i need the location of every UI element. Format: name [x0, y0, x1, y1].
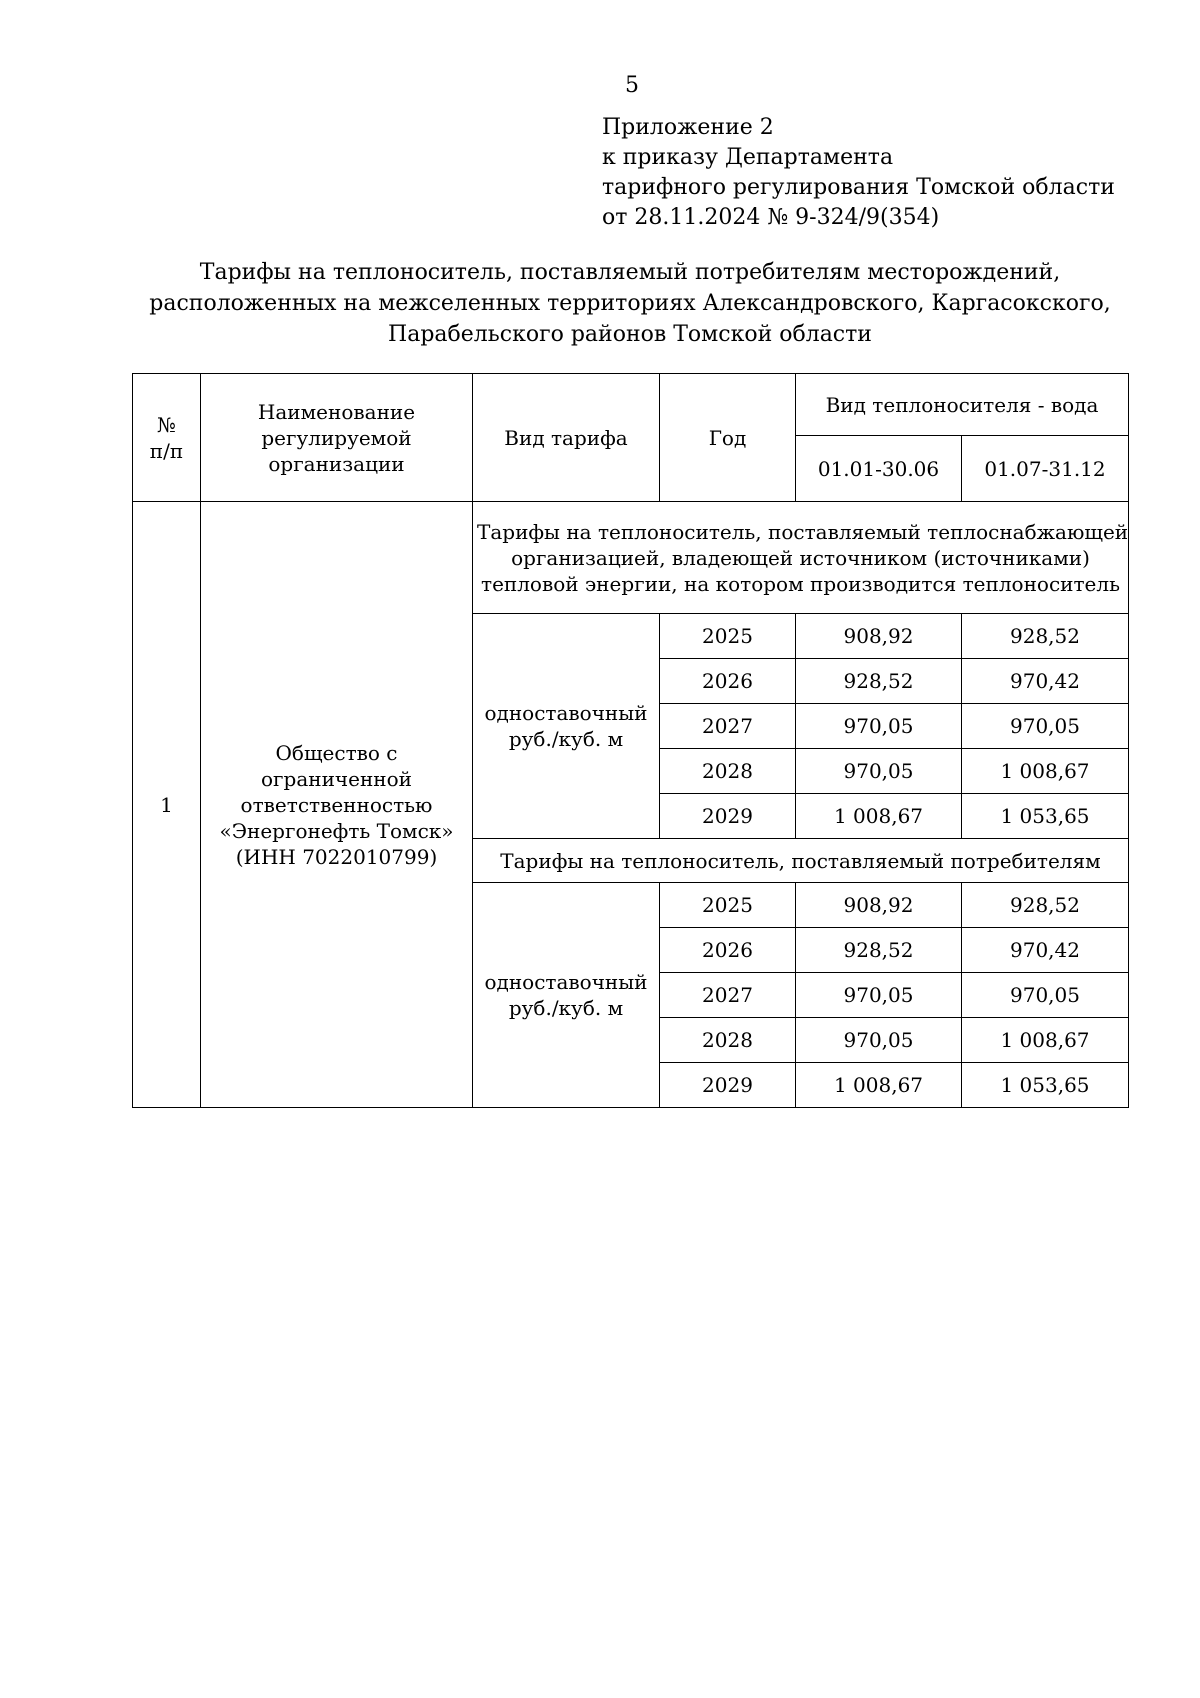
header-number: [133, 374, 201, 502]
document-title: [130, 257, 1130, 350]
value-cell: 970,42: [962, 659, 1129, 704]
year-cell: 2026: [660, 928, 796, 973]
section-title-line: тепловой энергии, на котором производится теплоноситель: [481, 571, 1120, 596]
appendix-line: к приказу Департамента: [602, 145, 894, 170]
tariff-type-line: одноставочный: [484, 701, 648, 725]
value-cell: 1 008,67: [796, 794, 962, 839]
year-cell: 2028: [660, 1018, 796, 1063]
section-title-line: организацией, владеющей источником (источниками): [511, 545, 1090, 570]
value-cell: 970,05: [796, 704, 962, 749]
value-cell: 928,52: [962, 614, 1129, 659]
tariff-table: [132, 373, 1129, 1108]
organization-line: «Энергонефть Томск»: [219, 818, 454, 843]
year-cell: 2025: [660, 883, 796, 928]
organization-name: [201, 502, 473, 1108]
appendix-header: [602, 113, 1115, 233]
title-line: расположенных на межселенных территориях Александровского, Каргасокского,: [149, 291, 1111, 316]
value-cell: 1 053,65: [962, 1063, 1129, 1108]
year-cell: 2028: [660, 749, 796, 794]
appendix-line: тарифного регулирования Томской области: [602, 175, 1115, 200]
value-cell: 908,92: [796, 883, 962, 928]
value-cell: 1 008,67: [796, 1063, 962, 1108]
organization-line: (ИНН 7022010799): [235, 844, 438, 869]
header-coolant: Вид теплоносителя - вода: [796, 374, 1129, 436]
header-organization: [201, 374, 473, 502]
section-title-row: [133, 502, 1129, 614]
value-cell: 970,05: [796, 973, 962, 1018]
header-year: Год: [660, 374, 796, 502]
tariff-type-line: руб./куб. м: [508, 996, 624, 1020]
organization-line: Общество с: [275, 740, 398, 765]
year-cell: 2027: [660, 704, 796, 749]
header-tariff-type: Вид тарифа: [473, 374, 660, 502]
appendix-line: от 28.11.2024 № 9-324/9(354): [602, 205, 940, 230]
value-cell: 928,52: [962, 883, 1129, 928]
value-cell: 970,05: [796, 1018, 962, 1063]
organization-line: ответственностью: [240, 792, 433, 817]
tariff-type: [473, 614, 660, 839]
page-number: 5: [625, 73, 639, 98]
header-organization-line: Наименование: [257, 399, 416, 424]
header-period-1: 01.01-30.06: [796, 436, 962, 502]
value-cell: 928,52: [796, 928, 962, 973]
title-line: Тарифы на теплоноситель, поставляемый потребителям месторождений,: [199, 260, 1061, 285]
header-number-line: №: [157, 412, 176, 437]
value-cell: 970,42: [962, 928, 1129, 973]
year-cell: 2025: [660, 614, 796, 659]
value-cell: 1 053,65: [962, 794, 1129, 839]
header-organization-line: регулируемой: [261, 425, 412, 450]
value-cell: 1 008,67: [962, 749, 1129, 794]
value-cell: 1 008,67: [962, 1018, 1129, 1063]
appendix-line: Приложение 2: [602, 115, 774, 140]
section-title: [473, 502, 1129, 614]
year-cell: 2027: [660, 973, 796, 1018]
organization-line: ограниченной: [261, 766, 412, 791]
year-cell: 2029: [660, 794, 796, 839]
value-cell: 970,05: [962, 704, 1129, 749]
year-cell: 2026: [660, 659, 796, 704]
tariff-type: [473, 883, 660, 1108]
value-cell: 970,05: [796, 749, 962, 794]
tariff-type-line: одноставочный: [484, 970, 648, 994]
header-period-2: 01.07-31.12: [962, 436, 1129, 502]
year-cell: 2029: [660, 1063, 796, 1108]
value-cell: 970,05: [962, 973, 1129, 1018]
section-title-line: Тарифы на теплоноситель, поставляемый теплоснабжающей: [477, 519, 1129, 544]
title-line: Парабельского районов Томской области: [388, 322, 872, 347]
value-cell: 928,52: [796, 659, 962, 704]
value-cell: 908,92: [796, 614, 962, 659]
header-number-line: п/п: [149, 438, 184, 463]
header-organization-line: организации: [268, 451, 405, 476]
section-title: Тарифы на теплоноситель, поставляемый потребителям: [473, 839, 1129, 883]
row-number: 1: [133, 502, 201, 1108]
tariff-type-line: руб./куб. м: [508, 727, 624, 751]
table-header-row: [133, 374, 1129, 436]
